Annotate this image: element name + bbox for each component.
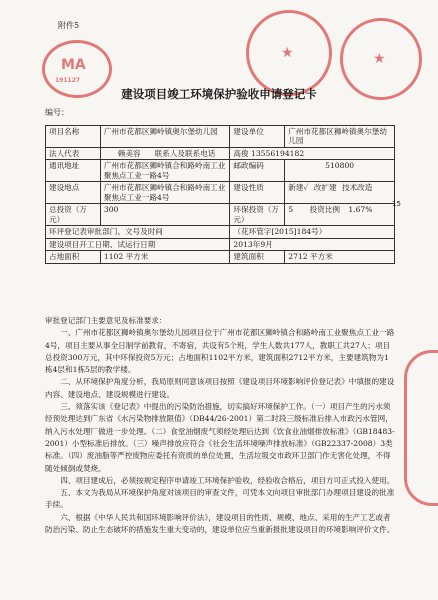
env-invest-value: 5 — [288, 205, 294, 215]
invest-label: 总投资（万元） — [46, 204, 101, 226]
registration-form-table — [45, 125, 395, 264]
time-label: 建设项目开工日期、试运行日期 — [46, 238, 230, 250]
env-invest-label: 环保投资（万元） — [230, 204, 285, 226]
postcode-label: 邮政编码 — [230, 160, 285, 182]
ratio-label: 投资比例 — [309, 205, 340, 215]
site-value: 广州市花都区狮岭镇合和路岭南工业聚焦点工业一路4号 — [100, 182, 230, 204]
bureau-official-seal-2: ★ — [340, 18, 422, 100]
postcode-value: 510800 — [285, 160, 395, 182]
area-value: 1102 平方米 — [100, 251, 230, 263]
opinion-section — [45, 315, 395, 536]
page-number: 15 — [392, 200, 401, 208]
edge-seal-fragment — [404, 350, 438, 506]
legal-rep-value: 赖美容 — [117, 148, 141, 158]
project-name-label: 项目名称 — [46, 126, 101, 148]
approval-value: （花环管字[2015]184号） — [230, 226, 395, 238]
time-value: 2013年9月 — [230, 238, 395, 250]
check-mark-icon: ✓ — [303, 183, 309, 193]
page-title: 建设项目竣工环境保护验收申请登记卡 — [121, 87, 317, 101]
address-label: 通讯地址 — [46, 160, 101, 182]
nature-new: 新建 — [288, 183, 304, 193]
project-name-value: 广州市花都区狮岭镇奥尔堡幼儿园 — [100, 126, 230, 148]
opinion-paragraph-2: 二、从环境保护角度分析，我局原则同意该项目按照《建设项目环境影响评价登记表》中填报的建设内容、建设地点、建设规模进行建设。 — [45, 377, 395, 399]
approval-label: 环评登记表审批部门、文号及时间 — [46, 226, 230, 238]
nature-expand: 改扩建 — [313, 183, 337, 193]
unit-label: 建设单位 — [230, 126, 285, 148]
opinion-header: 审批登记部门主要意见及标准要求： — [45, 316, 167, 325]
opinion-paragraph-3: 三、须落实该《登记表》中提出的污染防治措施，切实搞好环境保护工作。（一）项目产生的污水须经预处理达到广东省《水污染物排放限值》（DB44/26-2001）第二时段三级标准后排入市政污水管网，纳入污水处理厂做进一步处理。（二）食堂油烟废气须经处理后达到《饮食业油烟排放标准》（GB18483-2001）小型标准后排放。（三）噪声排放应符合《社会生活环境噪声排放标准》（GB22337-2008）3类标准。（四）废油脂等严控废物应委托有资质的单位处置，生活垃圾交市政环卫部门作无害化处理，不得随处倾倒或焚烧。 — [45, 402, 395, 473]
unit-value: 广州市花都区狮岭镇奥尔堡幼儿园 — [285, 126, 395, 148]
contact-label: 联系人及联系电话 — [154, 148, 216, 158]
build-area-label: 建筑面积 — [230, 251, 285, 263]
opinion-paragraph-6: 六、根据《中华人民共和国环境影响评价法》，建设项目的性质、规模、地点、采用的生产工艺或者防治污染、防止生态破坏的措施发生重大变动的，建设单位应当重新报批建设项目的环境影响评价文件。 — [45, 512, 395, 535]
contact-value: 高俊 13556194182 — [230, 147, 395, 159]
legal-rep-label: 法人代表 — [46, 147, 101, 159]
opinion-paragraph-4: 四、项目建成后，必须按规定程序申请竣工环境保护验收，经验收合格后，项目方可正式投入使用。 — [60, 475, 395, 485]
opinion-paragraph-1: 一、广州市花都区狮岭镇奥尔堡幼儿园项目位于广州市花都区狮岭镇合和路岭南工业聚焦点工业一路4号，项目主要从事全日制学前教育，不寄宿，共设有5个班，学生人数共177人，教职工共27人；项目总投资300万元，其中环保投资5万元；占地面积1102平方米，建筑面积2712平方米，主要建筑物为1栋4层和1栋5层的教学楼。 — [45, 328, 395, 375]
nature-label: 建设性质 — [230, 182, 285, 204]
attachment-label: 附件5 — [58, 21, 80, 30]
opinion-paragraph-5: 五、本文为我局从环境保护角度对该项目的审查文件，可凭本文向项目审批部门办理项目建设的批准手续。 — [45, 488, 395, 510]
ratio-value: 1.67% — [348, 205, 373, 215]
bureau-official-seal-1: ★ — [246, 10, 332, 96]
build-area-value: 2712 平方米 — [285, 251, 395, 263]
invest-value: 300 — [100, 204, 230, 226]
nature-tech: 技术改造 — [342, 183, 373, 193]
site-label: 建设地点 — [46, 182, 101, 204]
address-value: 广州市花都区狮岭镇合和路岭南工业聚焦点工业一路4号 — [100, 160, 230, 182]
document-number-label: 编号： — [45, 108, 69, 117]
area-label: 占地面积 — [46, 251, 101, 263]
ma-certification-stamp: MA 191127 — [42, 40, 112, 98]
